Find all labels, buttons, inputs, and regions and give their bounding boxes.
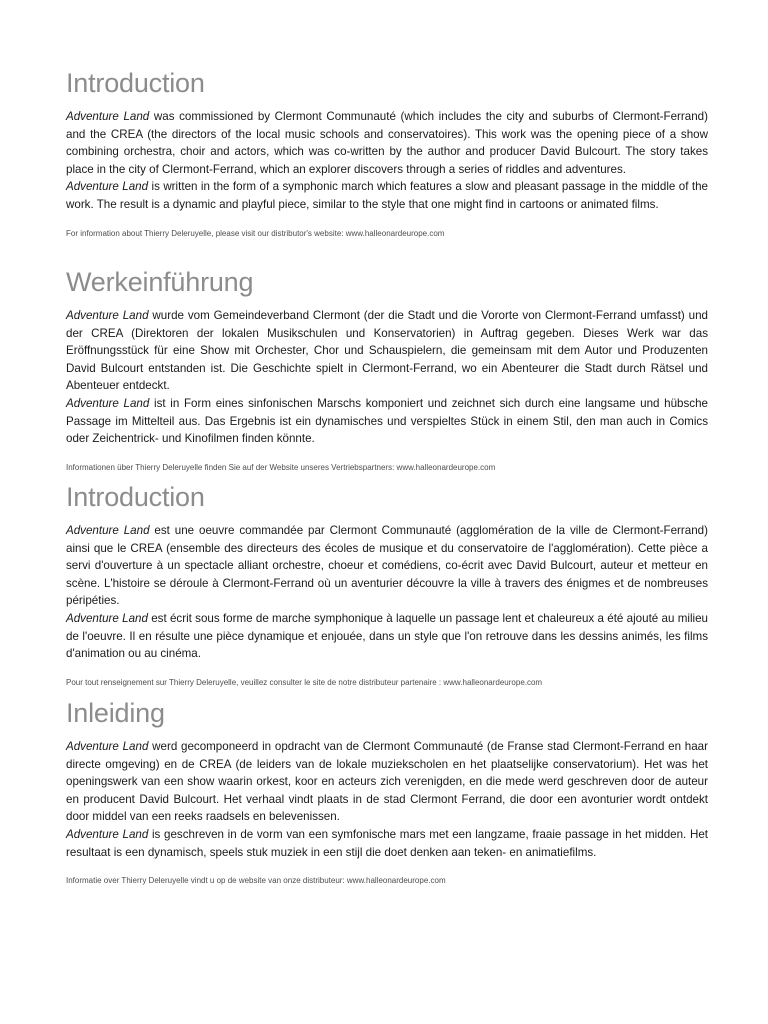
- work-title: Adventure Land: [66, 827, 149, 841]
- paragraph-text: is geschreven in de vorm van een symfonische mars met een langzame, fraaie passage in het midden. Het resultaat is een dynamisch, speels stuk muziek in een stijl die doet denken aan teken- en animatiefilms.: [66, 827, 708, 859]
- section-english: [66, 67, 708, 239]
- section-heading: Inleiding: [66, 698, 165, 728]
- paragraph: [66, 610, 708, 663]
- section-french: [66, 481, 708, 688]
- paragraph-text: is written in the form of a symphonic march which features a slow and pleasant passage in the middle of the work. The result is a dynamic and playful piece, similar to the style that one might find in cartoons or animated films.: [66, 180, 708, 211]
- paragraph: [66, 395, 708, 448]
- section-heading: Introduction: [66, 68, 205, 98]
- section-body: [66, 522, 708, 663]
- section-heading: Introduction: [66, 482, 205, 512]
- work-title: Adventure Land: [66, 309, 149, 322]
- section-body: [66, 108, 708, 214]
- work-title: Adventure Land: [66, 396, 150, 410]
- distributor-info: Pour tout renseignement sur Thierry Deleruyelle, veuillez consulter le site de notre distributeur partenaire : www.halleonardeurope.com: [66, 677, 543, 687]
- paragraph: [66, 738, 708, 826]
- paragraph: [66, 826, 708, 861]
- paragraph-text: werd gecomponeerd in opdracht van de Clermont Communauté (de Franse stad Clermont-Ferrand en haar directe omgeving) en de CREA (de leiders van de lokale muziekscholen en het plaatselijke conservatorium). Het was het openingswerk van een show waarin orkest, koor en acteurs zich verenigden, en die mede werd geschreven door de auteur en producent David Bulcourt. Het verhaal vindt plaats in de stad Clermont Ferrand, die door een avonturier wordt ontdekt door middel van een reeks raadsels en belevenissen.: [66, 740, 708, 824]
- paragraph-text: est une oeuvre commandée par Clermont Communauté (agglomération de la ville de Clermont-Ferrand) ainsi que le CREA (ensemble des directeurs des écoles de musique et du conservatoire de l'agglomération). Cette pièce a servi d'ouverture à un spectacle alliant orchestre, choeur et comédiens, co-écrit avec David Bulcourt, auteur et metteur en scène. L'histoire se déroule à Clermont-Ferrand où un aventurier découvre la ville à travers des énigmes et de nombreuses péripéties.: [66, 524, 708, 608]
- work-title: Adventure Land: [66, 740, 149, 753]
- section-dutch: [66, 697, 708, 886]
- work-title: Adventure Land: [66, 524, 150, 537]
- work-title: Adventure Land: [66, 110, 150, 123]
- section-heading: Werkeinführung: [66, 267, 254, 297]
- paragraph: [66, 108, 708, 178]
- paragraph-text: est écrit sous forme de marche symphonique à laquelle un passage lent et chaleureux a été ajouté au milieu de l'oeuvre. Il en résulte une pièce dynamique et enjouée, dans un style que l'on retrouve dans les dessins animés, les films d'animation ou au cinéma.: [66, 611, 708, 661]
- paragraph-text: wurde vom Gemeindeverband Clermont (der die Stadt und die Vororte von Clermont-Ferrand umfasst) und der CREA (Direktoren der lokalen Musikschulen und Konservatorien) in Auftrag gegeben. Dieses Werk war das Eröffnungsstück für eine Show mit Orchester, Chor und Schauspielern, die gemeinsam mit dem Autor und Produzenten David Bulcourt entstanden ist. Die Geschichte spielt in Clermont-Ferrand, wo ein Abenteurer die Stadt durch Rätsel und Abenteuer entdeckt.: [66, 309, 708, 393]
- work-title: Adventure Land: [66, 611, 148, 625]
- section-body: [66, 738, 708, 861]
- paragraph: [66, 522, 708, 610]
- paragraph: [66, 307, 708, 395]
- paragraph-text: ist in Form eines sinfonischen Marschs komponiert und zeichnet sich durch eine langsame und hübsche Passage im Mittelteil aus. Das Ergebnis ist ein dynamisches und verspieltes Stück in einem Stil, den man auch in Comics oder Zeichentrick- und Kinofilmen finden könnte.: [66, 396, 708, 446]
- distributor-info: For information about Thierry Deleruyelle, please visit our distributor's website: www.halleonardeurope.com: [66, 228, 445, 238]
- distributor-info: Informatie over Thierry Deleruyelle vindt u op de website van onze distributeur: www.halleonardeurope.com: [66, 876, 446, 886]
- paragraph-text: was commissioned by Clermont Communauté (which includes the city and suburbs of Clermont-Ferrand) and the CREA (the directors of the local music schools and conservatoires). This work was the opening piece of a show combining orchestra, choir and actors, which was co-written by the author and producer David Bulcourt. The story takes place in the city of Clermont-Ferrand, which an explorer discovers through a series of riddles and adventures.: [66, 110, 708, 176]
- distributor-info: Informationen über Thierry Deleruyelle finden Sie auf der Website unseres Vertriebspartners: www.halleonardeurope.com: [66, 462, 496, 472]
- section-german: [66, 266, 708, 473]
- section-body: [66, 307, 708, 448]
- work-title: Adventure Land: [66, 180, 149, 194]
- paragraph: [66, 178, 708, 213]
